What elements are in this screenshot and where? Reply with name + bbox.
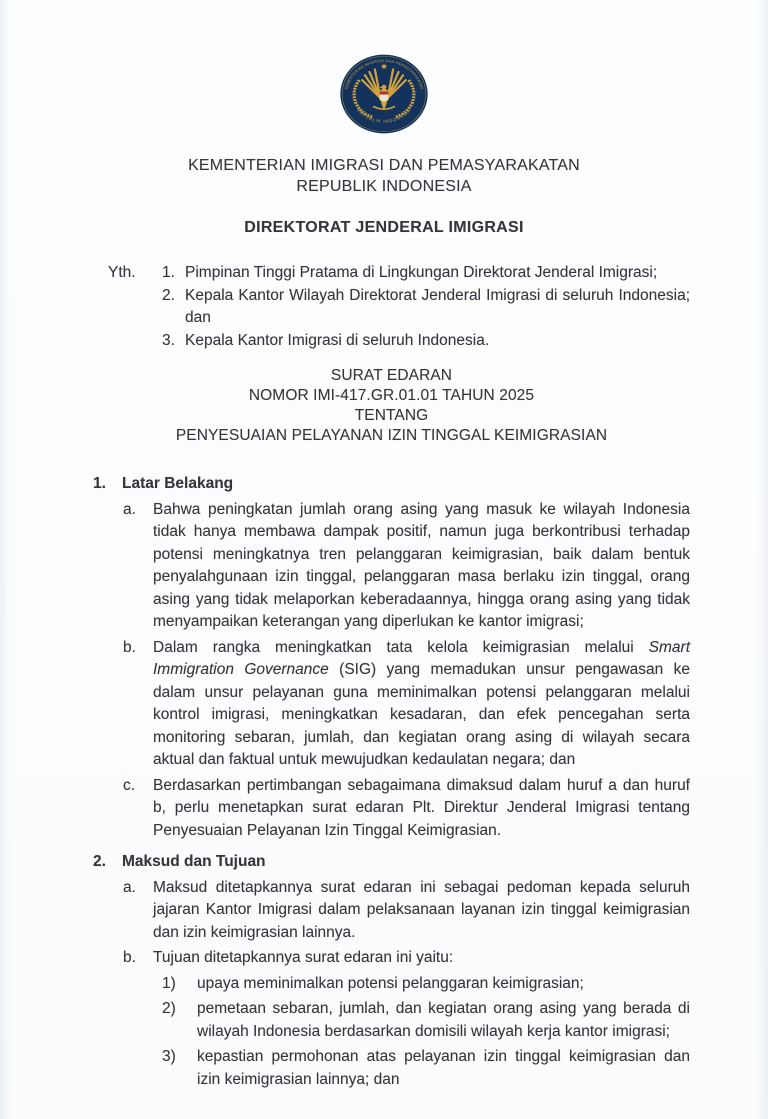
list-item: [162, 285, 690, 330]
subitem-marker: 1): [162, 974, 176, 992]
ministry-header: [0, 155, 768, 197]
text-segment: Berdasarkan pertimbangan sebagaimana dimaksud dalam huruf a dan huruf b, perlu menetapkan surat edaran Plt. Direktur Jenderal Imigrasi tentang Penyesuaian Pelayanan Izin Tinggal Keimigrasian.: [153, 776, 690, 839]
emblem-ring-text-bottom: REPUBLIK INDONESIA: [355, 107, 413, 124]
sub-list-item-3: [162, 1046, 690, 1091]
item-marker: b.: [123, 949, 136, 966]
list-item-a: [123, 499, 690, 634]
section-number: 1.: [93, 475, 106, 492]
subitem-text: upaya meminimalkan potensi pelanggaran keimigrasian;: [197, 974, 584, 992]
list-item-number: 1.: [162, 264, 175, 281]
sub-list-item-1: [162, 973, 690, 996]
document-body: [93, 473, 690, 1091]
list-item: [162, 262, 690, 285]
item-text: [153, 637, 690, 772]
section-heading: [93, 851, 690, 874]
subitem-marker: 3): [162, 1048, 176, 1065]
title-line-nomor: NOMOR IMI-417.GR.01.01 TAHUN 2025: [248, 387, 535, 404]
ministry-name: KEMENTERIAN IMIGRASI DAN PEMASYARAKATAN: [188, 157, 580, 174]
item-text: [153, 877, 690, 945]
section-number: 2.: [93, 853, 106, 870]
section-latar-belakang: [93, 473, 690, 842]
list-item-number: 2.: [162, 286, 175, 304]
sub-list-item-2: [162, 998, 690, 1043]
directorate-name: DIREKTORAT JENDERAL IMIGRASI: [244, 219, 524, 236]
list-item-number: 3.: [162, 331, 175, 349]
list-item-text: Kepala Kantor Imigrasi di seluruh Indonesia.: [185, 331, 490, 349]
document-title: [93, 366, 690, 446]
item-text: [153, 947, 690, 970]
text-segment: Tujuan ditetapkannya surat edaran ini yaitu:: [153, 949, 454, 966]
addressee-list: [162, 262, 690, 352]
pancasila-shield-icon: [379, 91, 388, 102]
immigration-ministry-emblem: [339, 53, 430, 135]
text-segment: Bahwa peningkatan jumlah orang asing yang masuk ke wilayah Indonesia tidak hanya membawa dampak positif, namun juga berkontribusi terhadap potensi meningkatnya tren pelanggaran keimigrasian, baik dalam bentuk penyalahgunaan izin tinggal, pelanggaran masa berlaku izin tinggal, orang asing yang tidak melaporkan keberadaannya, hingga orang asing yang tidak menyampaikan keterangan yang diperlukan ke kantor imigrasi;: [153, 500, 690, 630]
list-item-c: [123, 775, 690, 843]
addressee-label: Yth.: [108, 264, 136, 281]
item-marker: a.: [123, 878, 136, 896]
text-segment: Dalam rangka meningkatkan tata kelola keimigrasian melalui: [153, 638, 649, 656]
list-item-text: Kepala Kantor Wilayah Direktorat Jenderal Imigrasi di seluruh Indonesia; dan: [185, 286, 690, 326]
item-marker: a.: [123, 500, 136, 518]
title-line-tentang: TENTANG: [354, 407, 429, 424]
list-item-b: [123, 637, 690, 772]
section-heading: [93, 473, 690, 496]
section-title: Maksud dan Tujuan: [122, 853, 266, 870]
section-title: Latar Belakang: [122, 475, 234, 492]
subitem-text: pemetaan sebaran, jumlah, dan kegiatan orang asing yang berada di wilayah Indonesia berdasarkan domisili wilayah kerja kantor imigrasi;: [197, 1000, 690, 1040]
text-segment-italic: Smart Immigration Governance: [153, 638, 690, 678]
subitem-text: kepastian permohonan atas pelayanan izin tinggal keimigrasian dan izin keimigrasian lainnya; dan: [197, 1048, 690, 1088]
item-marker: b.: [123, 638, 136, 656]
item-text: [153, 775, 690, 843]
section-maksud-dan-tujuan: [93, 851, 690, 1091]
list-item: [162, 330, 690, 353]
subitem-marker: 2): [162, 1000, 176, 1017]
item-marker: c.: [123, 776, 136, 794]
text-segment: Maksud ditetapkannya surat edaran ini sebagai pedoman kepada seluruh jajaran Kantor Imigrasi dalam pelaksanaan layanan izin tinggal keimigrasian dan izin keimigrasian lainnya.: [153, 878, 690, 941]
title-line-subject: PENYESUAIAN PELAYANAN IZIN TINGGAL KEIMIGRASIAN: [175, 427, 608, 444]
list-item-b: [123, 947, 690, 970]
list-item-text: Pimpinan Tinggi Pratama di Lingkungan Direktorat Jenderal Imigrasi;: [185, 264, 658, 281]
list-item-a: [123, 877, 690, 945]
emblem-ring-text-top: KEMENTERIAN IMIGRASI DAN PEMASYARAKATAN: [344, 59, 424, 90]
text-segment: (SIG) yang memadukan unsur pengawasan ke dalam unsur pelayanan guna meminimalkan potensi pelanggaran melalui kontrol imigrasi, meningkatkan kesadaran, dan efek pencegahan serta monitoring sebaran, jumlah, dan kegiatan orang asing di wilayah secara aktual dan faktual untuk mewujudkan kedaulatan negara; dan: [153, 661, 690, 768]
addressee-block: [93, 262, 690, 352]
title-line-surat-edaran: SURAT EDARAN: [330, 367, 453, 384]
item-text: [153, 499, 690, 634]
republic-name: REPUBLIK INDONESIA: [296, 178, 472, 195]
